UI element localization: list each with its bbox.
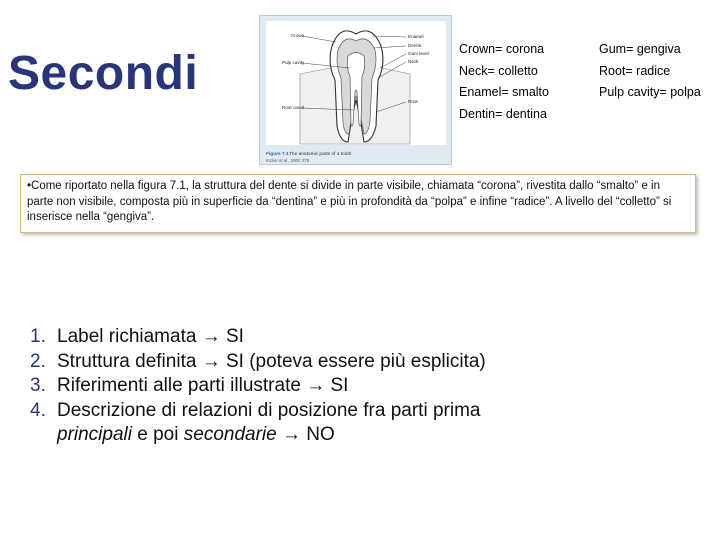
item-number: 2. — [30, 350, 46, 372]
label-gum-level: Gum level — [408, 51, 429, 56]
glossary-left — [459, 39, 549, 125]
emphasis-principali: principali — [57, 424, 132, 445]
tooth-diagram — [260, 16, 452, 165]
label-enamel: Enamel — [408, 34, 424, 39]
glossary-item: Neck= colletto — [459, 63, 538, 78]
tooth-figure — [259, 15, 452, 165]
glossary-right — [599, 39, 701, 104]
emphasis-secondarie: secondarie — [183, 424, 277, 445]
item-number: 4. — [30, 399, 46, 421]
figure-caption-title: Figure 7.1 — [266, 152, 289, 157]
glossary-item: Root= radice — [599, 63, 671, 78]
evaluation-checklist — [30, 325, 486, 448]
figure-caption-source: Kozier et al., 2000; 275 — [266, 158, 310, 163]
label-root: Root — [408, 99, 418, 104]
checklist-item — [30, 374, 486, 399]
label-pulp-cavity: Pulp cavity — [282, 60, 305, 65]
label-crown: Crown — [291, 33, 305, 38]
cont-mid: e poi — [131, 424, 184, 445]
label-dentin: Dentin — [408, 43, 422, 48]
description-callout — [20, 174, 696, 233]
label-root-canal: Root canal — [282, 105, 304, 110]
callout-text: •Come riportato nella figura 7.1, la struttura del dente si divide in parte visibile, chiamata “corona”, rivestita dallo “smalto” e in parte non visibile, composta più in superficie da “dentina” e più in profondità da “polpa” e infine “radice”. A livello del “colletto” si inserisce nella “gengiva”. — [27, 180, 672, 223]
checklist-item — [30, 325, 486, 350]
item-number: 1. — [30, 326, 46, 347]
item-text: Riferimenti alle parti illustrate → SI — [57, 375, 349, 396]
item-text: Label richiamata → SI — [57, 326, 244, 347]
glossary-item: Gum= gengiva — [599, 42, 681, 56]
item-text: Descrizione di relazioni di posizione fra parti prima — [57, 399, 481, 421]
checklist-item — [30, 399, 486, 424]
cont-end: → NO — [276, 424, 335, 445]
glossary-item: Dentin= dentina — [459, 106, 547, 121]
glossary-item: Pulp cavity= polpa — [599, 85, 701, 99]
item-text: Struttura definita → SI (poteva essere più esplicita) — [57, 350, 486, 372]
glossary-item: Crown= corona — [459, 42, 545, 56]
slide-title: Secondi — [8, 47, 199, 100]
glossary-item: Enamel= smalto — [459, 85, 549, 99]
label-neck: Neck — [408, 59, 419, 64]
item-number: 3. — [30, 375, 46, 396]
checklist-item — [30, 350, 486, 375]
figure-caption-text: The anatomic parts of a tooth — [289, 152, 352, 157]
checklist-item-continuation — [30, 423, 486, 448]
